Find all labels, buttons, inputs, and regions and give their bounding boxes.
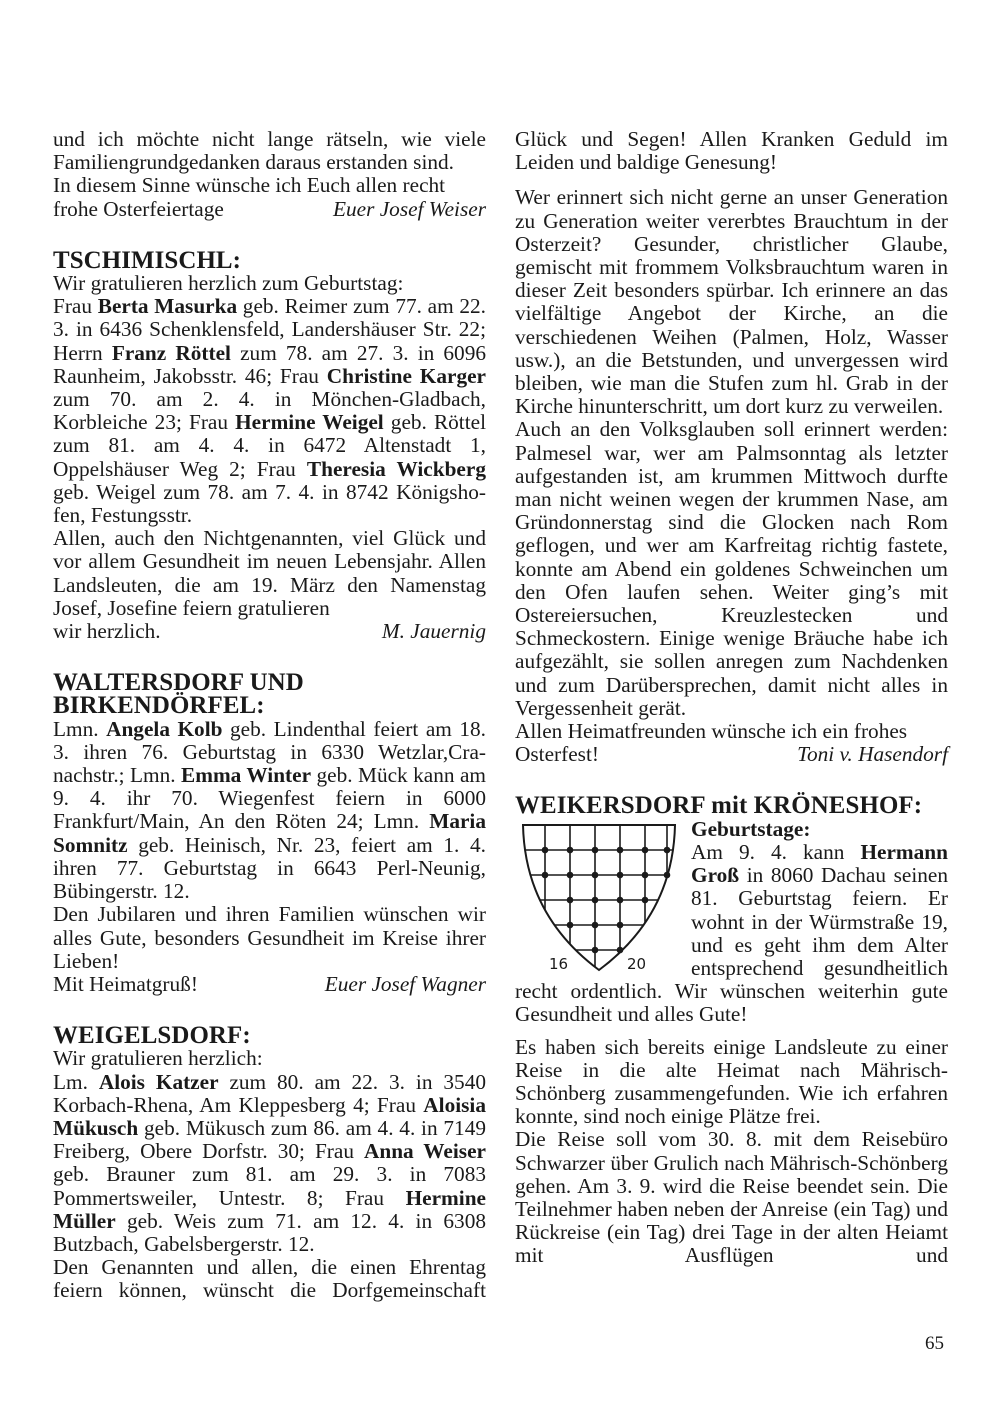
weigelsdorf-closing: Den Genannten und allen, die einen Ehrentag feiern können, wünscht die Dorfgemeinschaft	[53, 1255, 486, 1303]
tschimischl-signature-line	[53, 620, 486, 643]
entry-post: geb. Brauner zum 81. am 29. 3. in 7083 Pommertsweiler, Untestr. 8; Frau	[53, 1162, 486, 1210]
person-name: Franz Röttel	[111, 340, 231, 365]
entry-pre: Am 9. 4. kann	[691, 839, 861, 864]
person-name: Hermann Groß	[691, 839, 948, 888]
easter-closing-end: Osterfest!	[515, 742, 599, 767]
waltersdorf-closing: Den Jubilaren und ihren Familien wünschen wir alles Gute, besonders Gesundheit im Kreise ihrer Lieben!	[53, 902, 486, 973]
entry-post: geb. Mück kann am 9. 4. ihr 70. Wiegenfest feiern in 6000 Frankfurt/Main, An den Röten 24; Lmn.	[53, 763, 486, 834]
entry-post: zum 70. am 2. 4. in Mönchen-Gladbach, Korbleiche 23; Frau	[53, 387, 486, 435]
section-heading-waltersdorf: WALTERSDORF UND BIRKENDÖRFEL:	[53, 669, 304, 720]
person-name: Aloisia Mükusch	[53, 1092, 486, 1140]
easter-article-para1: Wer erinnert sich nicht gerne an unser Generation zu Generation weiter vererbtes Brauchtum in der Osterzeit? Gesunder, christlicher Glaube, gemischt mit frommem Volksbrauchtum waren in dieser Zeit besonders spürbar. Ich erinnere an das vielfältige Angebot der Kirche, an die verschiedenen Weihen (Palmen, Holz, Wasser usw.), an die Betstunden, und unvergessen wird bleiben, wie man die Stufen zum hl. Grab in der Kirche hinunterschritt, um dort kurz zu verweilen.	[515, 185, 948, 419]
person-name: Theresia Wickberg	[306, 456, 486, 481]
crest-year-right: 20	[627, 954, 647, 973]
signature-m-jauernig: M. Jauernig	[381, 619, 486, 644]
entry-post: zum 80. am 22. 3. in 3540 Korbach-Rhena, Am Kleppesberg 4; Frau	[53, 1069, 486, 1117]
easter-signature-line	[515, 743, 948, 766]
waltersdorf-signature-line	[53, 973, 486, 996]
crest-shield-svg	[515, 820, 683, 978]
page-number: 65	[925, 1333, 944, 1354]
easter-article-closing: Allen Heimatfreunden wünsche ich ein frohes	[515, 719, 908, 744]
person-name: Berta Masurka	[97, 294, 238, 319]
entry-pre: Frau	[53, 294, 98, 319]
section-heading-tschimischl: TSCHIMISCHL:	[53, 246, 242, 274]
intro-text: und ich möchte nicht lange rätseln, wie viele Familiengrundgedanken daraus erstanden sind.	[53, 127, 486, 175]
easter-article-para2: Auch an den Volksglauben soll erinnert werden: Palmesel war, wer am Palmsonntag als letzter aufgestanden ist, am krummen Mittwoch durfte man nicht weinen wegen der krummen Nase, am Gründonnerstag sind die Glocken nach Rom geflogen, und wer am Karfreitag richtig fastete, konnte am Abend ein goldenes Schweinchen um den Ofen laufen sehen. Weiter ging’s mit Ostereiersuchen, Kreuzlestecken und Schmeckostern. Einige wenige Bräuche habe ich aufgezählt, sie sollen anregen zum Nachdenken und zum Darübersprechen, damit nicht alles in Vergessenheit gerät.	[515, 417, 948, 720]
entry-post: geb. Weigel zum 78. am 7. 4. in 8742 Königshofen, Festungsstr.	[53, 479, 486, 528]
entry-pre: Lmn.	[53, 716, 107, 741]
signature-josef-wagner: Euer Josef Wagner	[324, 971, 486, 996]
trip-para1: Es haben sich bereits einige Landsleute zu einer Reise in die alte Heimat nach Mährisch-Schönberg zusammengefunden. Wie ich erfahren konnte, sind noch einige Plätze frei.	[515, 1034, 948, 1129]
entry-post: geb. Weis zum 71. am 12. 4. in 6308 Butzbach, Gabelsbergerstr. 12.	[53, 1208, 486, 1256]
section-heading-weikersdorf: WEIKERSDORF mit KRÖNESHOF:	[515, 792, 923, 820]
person-name: Alois Katzer	[98, 1069, 219, 1094]
waltersdorf-entries	[53, 718, 486, 904]
tschimischl-lead: Wir gratulieren herzlich zum Geburtstag:	[53, 271, 404, 296]
left-column	[53, 128, 486, 1303]
entry-post: geb. Röttel zum 81. am 4. 4. in 6472 Altenstadt 1, Oppelshäuser Weg 2; Frau	[53, 410, 486, 481]
trip-para2: Die Reise soll vom 30. 8. mit dem Reisebüro Schwarzer über Grulich nach Mährisch-Schönberg gehen. Am 3. 9. wird die Reise beendet sein. Die Teilnehmer haben neben der Anreise (ein Tag) und Rückreise (ein Tag) drei Tage in der alten Heiamt mit Ausflügen und	[515, 1127, 948, 1268]
intro-greeting: In diesem Sinne wünsche ich Euch allen recht	[53, 173, 446, 198]
person-name: Anna Weiser	[363, 1139, 486, 1164]
intro-signature-line	[53, 198, 486, 221]
entry-post: geb. Mükusch zum 86. am 4. 4. in 7149 Freiberg, Obere Dorfstr. 30; Frau	[53, 1115, 486, 1164]
weigelsdorf-entries	[53, 1071, 486, 1257]
entry-post: zum 78. am 27. 3. in 6096 Raunheim, Jakobsstr. 46; Frau	[53, 340, 486, 388]
person-name: Maria Somnitz	[53, 809, 486, 857]
person-name: Hermine Müller	[53, 1185, 486, 1233]
section-heading-weigelsdorf: WEIGELSDORF:	[53, 1022, 251, 1050]
person-name: Hermine Weigel	[235, 410, 384, 435]
weigelsdorf-lead: Wir gratulieren herzlich:	[53, 1046, 263, 1071]
coat-of-arms-icon	[515, 820, 683, 978]
right-column	[515, 128, 948, 1268]
entry-post: in 8060 Dachau seinen 81. Geburtstag feiern. Er wohnt in der Würmstraße 19, und es geht ihm dem Alter entsprechend gesundheitlich recht ordentlich. Wir wünschen weiterhin gute Gesundheit und alles Gute!	[515, 863, 948, 1027]
tschimischl-entries	[53, 295, 486, 527]
person-name: Angela Kolb	[106, 716, 223, 741]
waltersdorf-closing-end: Mit Heimatgruß!	[53, 971, 198, 996]
crest-year-left: 16	[549, 954, 569, 973]
person-name: Emma Winter	[181, 763, 312, 788]
weikersdorf-subheading: Geburtstage:	[691, 816, 811, 841]
person-name: Christine Karger	[326, 363, 486, 388]
entry-post: geb. Heinisch, Nr. 23, feiert am 1. 4. ihren 77. Geburtstag in 6643 Perl-Neunig, Bübingerstr. 12.	[53, 832, 486, 904]
tschimischl-closing: Allen, auch den Nichtgenannten, viel Glück und vor allem Gesundheit im neuen Lebensjahr. Allen Landsleuten, die am 19. März den Namenstag Josef, Josefine feiern gratulieren	[53, 526, 486, 620]
signature-josef-weiser: Euer Josef Weiser	[333, 196, 486, 221]
continuation-text: Glück und Segen! Allen Kranken Geduld im Leiden und baldige Genesung!	[515, 127, 948, 175]
entry-post: geb. Reimer zum 77. am 22. 3. in 6436 Schenklensfeld, Landershäuser Str. 22; Herrn	[53, 294, 486, 365]
tschimischl-closing-end: wir herzlich.	[53, 619, 161, 644]
entry-pre: Lm.	[53, 1069, 99, 1094]
signature-toni-hasendorf: Toni v. Hasendorf	[797, 742, 948, 767]
intro-greeting-end: frohe Osterfeiertage	[53, 196, 224, 221]
entry-post: geb. Lindenthal feiert am 18. 3. ihren 76. Geburtstag in 6330 Wetzlar,Cranachstr.; Lmn.	[53, 716, 486, 788]
